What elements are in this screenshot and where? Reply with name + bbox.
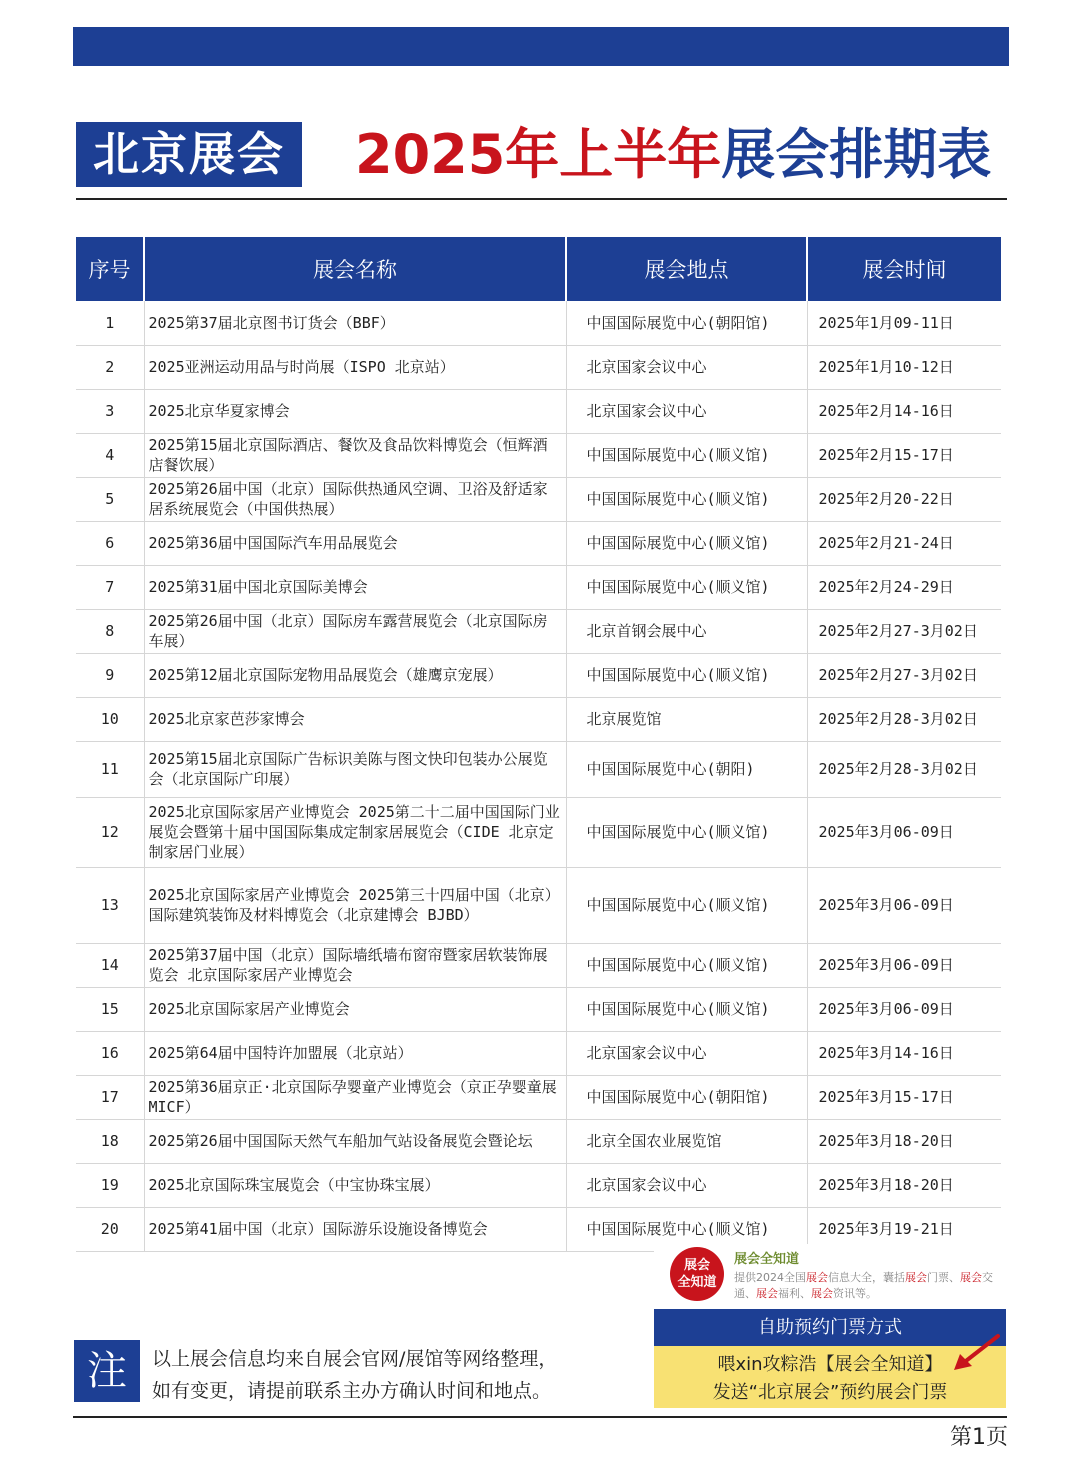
expo-venue: 中国国际展览中心(顺义馆) (566, 867, 807, 943)
table-row (76, 741, 1001, 797)
table-row (76, 1075, 1001, 1119)
table-row (76, 797, 1001, 867)
expo-date: 2025年3月15-17日 (807, 1075, 1001, 1119)
expo-name: 2025北京国际家居产业博览会 (144, 987, 566, 1031)
expo-date: 2025年2月20-22日 (807, 477, 1001, 521)
row-number: 1 (76, 301, 144, 345)
expo-venue: 中国国际展览中心(顺义馆) (566, 797, 807, 867)
row-number: 4 (76, 433, 144, 477)
note-tag: 注 (74, 1340, 140, 1402)
row-number: 18 (76, 1119, 144, 1163)
title-divider (76, 198, 1007, 200)
expo-venue: 北京国家会议中心 (566, 389, 807, 433)
row-number: 16 (76, 1031, 144, 1075)
expo-venue: 中国国际展览中心(顺义馆) (566, 565, 807, 609)
expo-date: 2025年3月06-09日 (807, 867, 1001, 943)
expo-name: 2025第12届北京国际宠物用品展览会（雄鹰京宠展） (144, 653, 566, 697)
expo-venue: 中国国际展览中心(顺义馆) (566, 433, 807, 477)
expo-venue: 中国国际展览中心(朝阳馆) (566, 301, 807, 345)
promo-bar: 自助预约门票方式 (654, 1309, 1006, 1346)
expo-date: 2025年3月06-09日 (807, 797, 1001, 867)
expo-name: 2025第37届中国（北京）国际墙纸墙布窗帘暨家居软装饰展览会 北京国际家居产业博览会 (144, 943, 566, 987)
note-line1: 以上展会信息均来自展会官网/展馆等网络整理， (152, 1348, 558, 1370)
row-number: 10 (76, 697, 144, 741)
expo-venue: 中国国际展览中心(朝阳) (566, 741, 807, 797)
table-row (76, 653, 1001, 697)
expo-name: 2025第26届中国（北京）国际供热通风空调、卫浴及舒适家居系统展览会（中国供热展） (144, 477, 566, 521)
expo-date: 2025年3月18-20日 (807, 1163, 1001, 1207)
expo-date: 2025年1月10-12日 (807, 345, 1001, 389)
expo-name: 2025亚洲运动用品与时尚展（ISPO 北京站） (144, 345, 566, 389)
expo-date: 2025年2月14-16日 (807, 389, 1001, 433)
schedule-table (76, 237, 1001, 1252)
row-number: 2 (76, 345, 144, 389)
table-row (76, 345, 1001, 389)
expo-venue: 中国国际展览中心(朝阳馆) (566, 1075, 807, 1119)
expo-name: 2025北京国际家居产业博览会 2025第三十四届中国（北京）国际建筑装饰及材料博览会（北京建博会 BJBD） (144, 867, 566, 943)
row-number: 9 (76, 653, 144, 697)
table-row (76, 565, 1001, 609)
title-period: 2025年上半年 (355, 123, 722, 186)
expo-name: 2025第26届中国国际天然气车船加气站设备展览会暨论坛 (144, 1119, 566, 1163)
expo-venue: 北京全国农业展览馆 (566, 1119, 807, 1163)
expo-date: 2025年1月09-11日 (807, 301, 1001, 345)
top-banner-bar (73, 27, 1009, 66)
row-number: 17 (76, 1075, 144, 1119)
expo-venue: 北京国家会议中心 (566, 1031, 807, 1075)
title-subject: 展会排期表 (721, 123, 992, 186)
table-row (76, 477, 1001, 521)
expo-venue: 北京展览馆 (566, 697, 807, 741)
expo-date: 2025年2月27-3月02日 (807, 609, 1001, 653)
col-header-no: 序号 (76, 237, 144, 301)
table-row (76, 1119, 1001, 1163)
expo-name: 2025北京华夏家博会 (144, 389, 566, 433)
row-number: 7 (76, 565, 144, 609)
row-number: 15 (76, 987, 144, 1031)
expo-venue: 北京国家会议中心 (566, 345, 807, 389)
expo-name: 2025第36届中国国际汽车用品展览会 (144, 521, 566, 565)
row-number: 13 (76, 867, 144, 943)
table-row (76, 987, 1001, 1031)
table-row (76, 521, 1001, 565)
expo-name: 2025北京国际珠宝展览会（中宝协珠宝展） (144, 1163, 566, 1207)
expo-date: 2025年2月21-24日 (807, 521, 1001, 565)
expo-name: 2025第64届中国特许加盟展（北京站） (144, 1031, 566, 1075)
page-number: 第1页 (950, 1425, 1008, 1450)
promo-logo-line2: 全知道 (677, 1275, 717, 1290)
row-number: 8 (76, 609, 144, 653)
note-text (152, 1343, 622, 1407)
expo-name: 2025第31届中国北京国际美博会 (144, 565, 566, 609)
promo-line1: 喂xin攻粽浩【展会全知道】 (717, 1354, 943, 1375)
note-line2: 如有变更，请提前联系主办方确认时间和地点。 (152, 1380, 552, 1402)
table-row (76, 943, 1001, 987)
promo-description: 提供2024全国展会信息大全，囊括展会门票、展会交通、展会福利、展会资讯等。 (734, 1271, 993, 1300)
table-header-row (76, 237, 1001, 301)
expo-date: 2025年2月27-3月02日 (807, 653, 1001, 697)
promo-logo-line1: 展会 (683, 1258, 710, 1273)
arrow-icon (952, 1332, 1002, 1372)
expo-date: 2025年2月28-3月02日 (807, 697, 1001, 741)
row-number: 20 (76, 1207, 144, 1251)
table-row (76, 389, 1001, 433)
expo-name: 2025第15届北京国际酒店、餐饮及食品饮料博览会（恒辉酒店餐饮展） (144, 433, 566, 477)
expo-venue: 中国国际展览中心(顺义馆) (566, 521, 807, 565)
table-row (76, 1163, 1001, 1207)
table-row (76, 609, 1001, 653)
expo-date: 2025年3月19-21日 (807, 1207, 1001, 1251)
table-row (76, 697, 1001, 741)
promo-brand: 展会全知道 (734, 1252, 800, 1267)
expo-name: 2025北京国际家居产业博览会 2025第二十二届中国国际门业展览会暨第十届中国国际集成定制家居展览会（CIDE 北京定制家居门业展） (144, 797, 566, 867)
expo-name: 2025第41届中国（北京）国际游乐设施设备博览会 (144, 1207, 566, 1251)
expo-venue: 中国国际展览中心(顺义馆) (566, 987, 807, 1031)
expo-venue: 北京国家会议中心 (566, 1163, 807, 1207)
row-number: 6 (76, 521, 144, 565)
row-number: 14 (76, 943, 144, 987)
expo-venue: 中国国际展览中心(顺义馆) (566, 477, 807, 521)
table-row (76, 867, 1001, 943)
expo-name: 2025第37届北京图书订货会（BBF） (144, 301, 566, 345)
expo-date: 2025年2月28-3月02日 (807, 741, 1001, 797)
expo-venue: 北京首钢会展中心 (566, 609, 807, 653)
row-number: 11 (76, 741, 144, 797)
page-title (355, 120, 991, 190)
table-row (76, 433, 1001, 477)
expo-date: 2025年3月14-16日 (807, 1031, 1001, 1075)
col-header-venue: 展会地点 (566, 237, 807, 301)
expo-date: 2025年3月06-09日 (807, 987, 1001, 1031)
expo-venue: 中国国际展览中心(顺义馆) (566, 1207, 807, 1251)
expo-date: 2025年2月15-17日 (807, 433, 1001, 477)
expo-date: 2025年3月18-20日 (807, 1119, 1001, 1163)
city-tag: 北京展会 (76, 122, 302, 187)
promo-line2: 发送“北京展会”预约展会门票 (712, 1382, 948, 1403)
col-header-date: 展会时间 (807, 237, 1001, 301)
expo-name: 2025第36届京正·北京国际孕婴童产业博览会（京正孕婴童展 MICF） (144, 1075, 566, 1119)
table-row (76, 1031, 1001, 1075)
expo-venue: 中国国际展览中心(顺义馆) (566, 653, 807, 697)
expo-date: 2025年3月06-09日 (807, 943, 1001, 987)
col-header-name: 展会名称 (144, 237, 566, 301)
table-row (76, 301, 1001, 345)
row-number: 3 (76, 389, 144, 433)
promo-logo (670, 1247, 724, 1301)
expo-venue: 中国国际展览中心(顺义馆) (566, 943, 807, 987)
row-number: 5 (76, 477, 144, 521)
expo-name: 2025第26届中国（北京）国际房车露营展览会（北京国际房车展） (144, 609, 566, 653)
bottom-divider (73, 1416, 1007, 1418)
row-number: 19 (76, 1163, 144, 1207)
promo-header (654, 1244, 1006, 1307)
expo-name: 2025第15届北京国际广告标识美陈与图文快印包装办公展览会（北京国际广印展） (144, 741, 566, 797)
expo-date: 2025年2月24-29日 (807, 565, 1001, 609)
row-number: 12 (76, 797, 144, 867)
expo-name: 2025北京家芭莎家博会 (144, 697, 566, 741)
